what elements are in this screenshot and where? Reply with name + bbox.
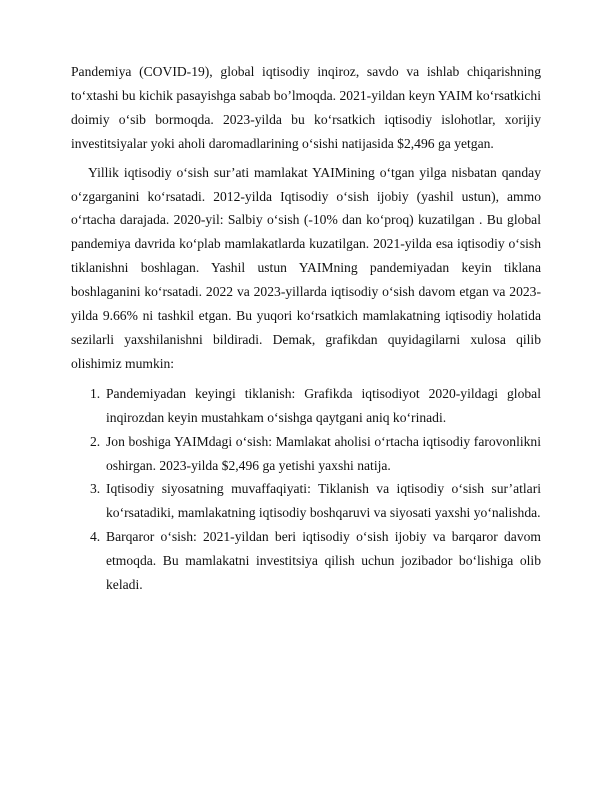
paragraph-2: Yillik iqtisodiy o‘sish sur’ati mamlakat YAIMining o‘tgan yilga nisbatan qanday o‘zgarganini ko‘rsatadi. 2012-yilda Iqtisodiy o‘sish ijobiy (yashil ustun), ammo o‘rtacha darajada. 2020-yil: Salbiy o‘sish (-10% dan ko‘proq) kuzatilgan . Bu global pandemiya davrida ko‘plab mamlakatlarda kuzatilgan. 2021-yilda esa iqtisodiy o‘sish tiklanishni boshlagan. Yashil ustun YAIMning pandemiyadan keyin tiklana boshlaganini ko‘rsatadi. 2022 va 2023-yillarda iqtisodiy o‘sish davom etgan va 2023-yilda 9.66% ni tashkil etgan. Bu yuqori ko‘rsatkich mamlakatning iqtisodiy holatida sezilarli yaxshilanishni bildiradi. Demak, grafikdan quyidagilarni xulosa qilib olishimiz mumkin: [71,164,541,371]
list-item-text: Pandemiyadan keyingi tiklanish: Grafikda iqtisodiyot 2020-yildagi global inqirozdan keyin mustahkam o‘sishga qaytgani aniq ko‘rinadi. [106,385,541,425]
list-item-number: 4. [90,529,101,545]
list-item [71,525,541,597]
conclusion-list [71,382,541,597]
document-body [71,60,541,597]
list-item [71,430,541,478]
list-item-number: 2. [90,433,101,449]
list-item [71,382,541,430]
list-item-text: Iqtisodiy siyosatning muvaffaqiyati: Tiklanish va iqtisodiy o‘sish sur’atlari ko‘rsatadiki, mamlakatning iqtisodiy boshqaruvi va siyosati yaxshi yo‘nalishda. [106,481,541,521]
list-item [71,477,541,525]
list-item-text: Barqaror o‘sish: 2021-yildan beri iqtisodiy o‘sish ijobiy va barqaror davom etmoqda. Bu mamlakatni investitsiya qilish uchun jozibador bo‘lishiga olib keladi. [106,529,541,593]
list-item-number: 1. [90,385,101,401]
list-item-text: Jon boshiga YAIMdagi o‘sish: Mamlakat aholisi o‘rtacha iqtisodiy farovonlikni oshirgan. 2023-yilda $2,496 ga yetishi yaxshi natija. [106,433,541,473]
paragraph-1: Pandemiya (COVID-19), global iqtisodiy inqiroz, savdo va ishlab chiqarishning to‘xtashi bu kichik pasayishga sabab bo’lmoqda. 2021-yildan keyn YAIM ko‘rsatkichi doimiy o‘sib bormoqda. 2023-yilda bu ko‘rsatkich iqtisodiy islohotlar, xorijiy investitsiyalar yoki aholi daromadlarining o‘sishi natijasida $2,496 ga yetgan. [71,64,541,151]
list-item-number: 3. [90,481,101,497]
